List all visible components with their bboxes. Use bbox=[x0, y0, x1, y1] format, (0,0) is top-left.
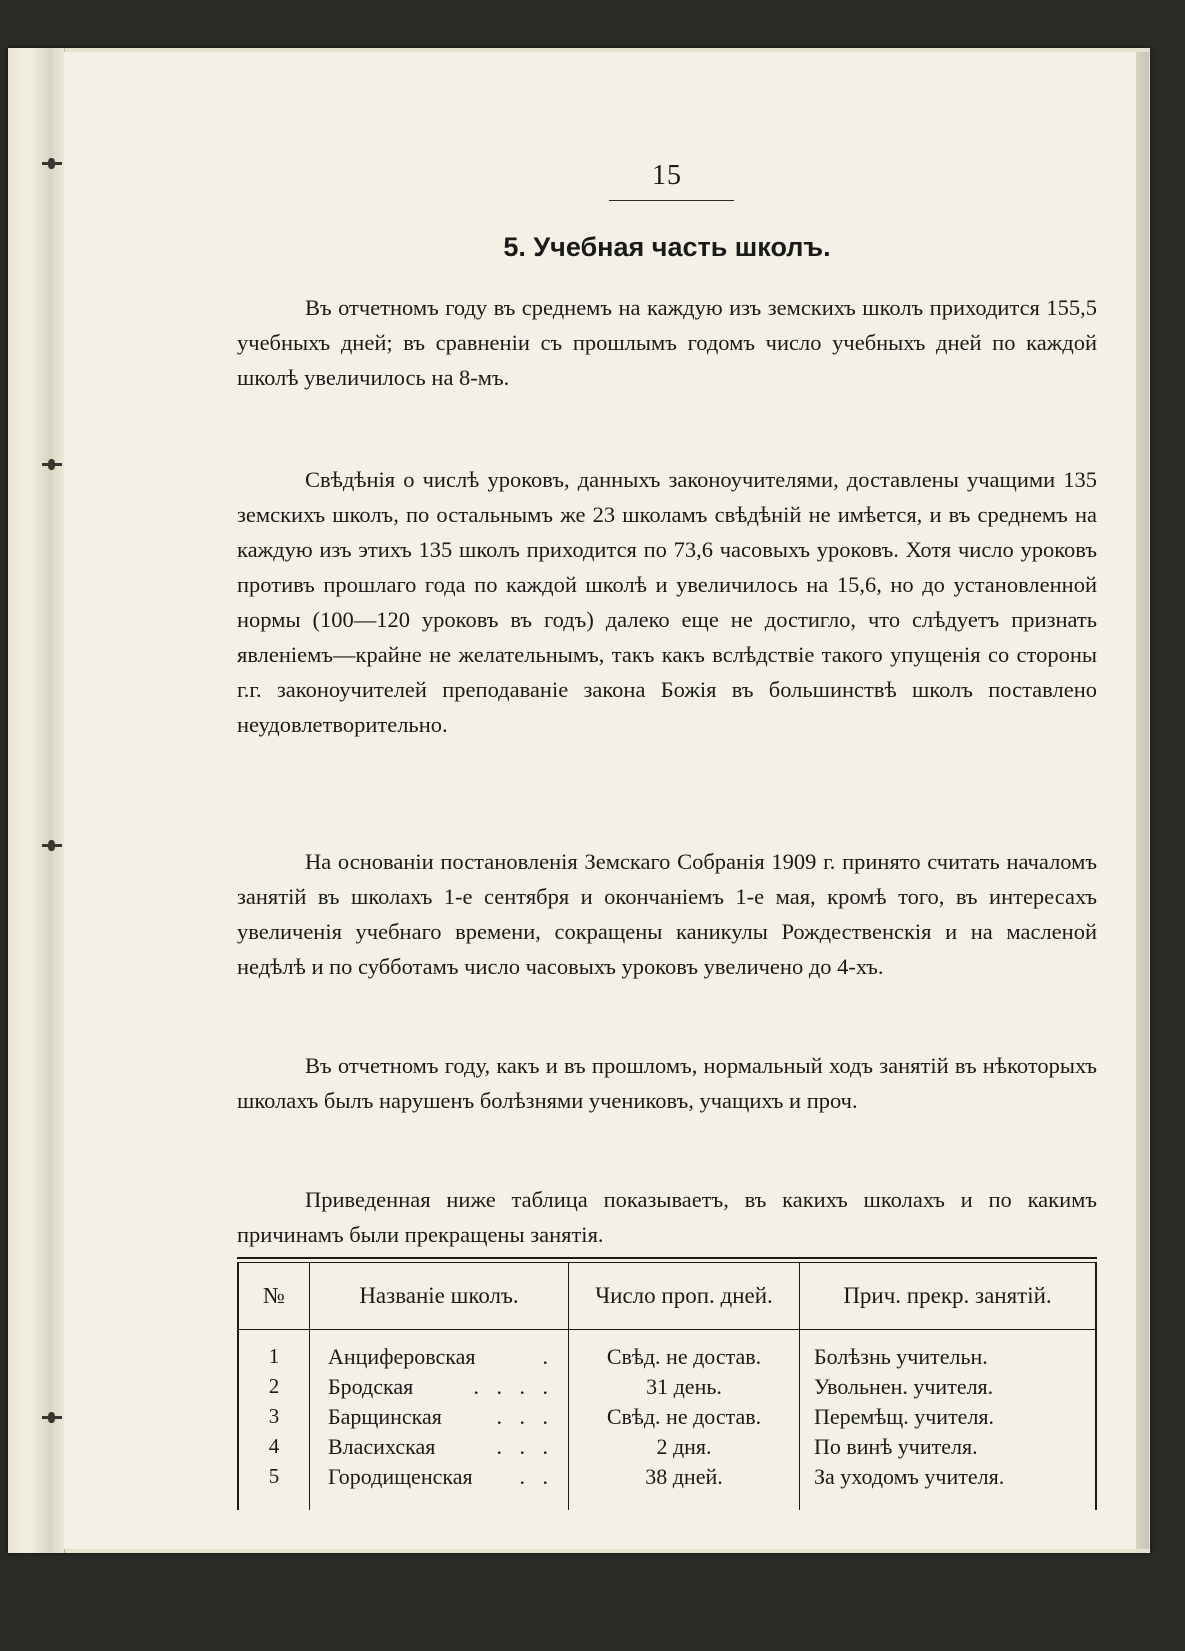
row-reason: По винѣ учителя. bbox=[800, 1434, 1097, 1464]
closures-table bbox=[237, 1257, 1097, 1510]
row-leader: . . . . bbox=[473, 1374, 554, 1399]
binding-stitch bbox=[42, 158, 62, 170]
row-name: Городищенская bbox=[328, 1464, 473, 1489]
book-gutter bbox=[8, 48, 65, 1553]
page-number-rule bbox=[609, 200, 734, 201]
row-num: 5 bbox=[238, 1464, 310, 1494]
row-num: 3 bbox=[238, 1404, 310, 1434]
header-name: Названіе школъ. bbox=[310, 1263, 569, 1330]
row-days: 31 день. bbox=[569, 1374, 800, 1404]
table-rule bbox=[237, 1257, 1097, 1259]
page-edge bbox=[1136, 52, 1149, 1549]
table-row bbox=[238, 1404, 1096, 1434]
row-reason: Болѣзнь учительн. bbox=[800, 1344, 1097, 1374]
row-reason: Увольнен. учителя. bbox=[800, 1374, 1097, 1404]
page-number: 15 bbox=[652, 160, 682, 191]
page-leaf bbox=[64, 52, 1136, 1549]
row-days: 2 дня. bbox=[569, 1434, 800, 1464]
row-leader: . bbox=[542, 1344, 554, 1369]
row-days: Свѣд. не достав. bbox=[569, 1404, 800, 1434]
paragraph: Свѣдѣнія о числѣ уроковъ, данныхъ законоучителями, доставлены учащими 135 земскихъ школъ, по остальнымъ же 23 школамъ свѣдѣній не имѣется, и въ среднемъ на каждую изъ этихъ 135 школъ приходится по 73,6 часовыхъ уроковъ. Хотя число уроковъ противъ прошлаго года по каждой школѣ и увеличилось на 15,6, но до установленной нормы (100—120 уроковъ въ годъ) далеко еще не достигло, что слѣдуетъ признать явленіемъ—крайне не желательнымъ, такъ какъ вслѣдствіе такого упущенія со стороны г.г. законоучителей преподаваніе закона Божія въ большинствѣ школъ поставлено неудовлетворительно. bbox=[237, 467, 1097, 737]
table-row bbox=[238, 1464, 1096, 1494]
row-leader: . . . bbox=[496, 1404, 554, 1429]
header-num: № bbox=[238, 1263, 310, 1330]
row-days: Свѣд. не достав. bbox=[569, 1344, 800, 1374]
row-name-cell bbox=[310, 1344, 569, 1374]
header-reason: Прич. прекр. занятій. bbox=[800, 1263, 1097, 1330]
binding-stitch bbox=[42, 840, 62, 852]
row-reason: За уходомъ учителя. bbox=[800, 1464, 1097, 1494]
row-reason: Перемѣщ. учителя. bbox=[800, 1404, 1097, 1434]
table-header-row bbox=[238, 1263, 1096, 1330]
paragraph: На основаніи постановленія Земскаго Собранія 1909 г. принято считать началомъ занятій въ школахъ 1-е сентября и окончаніемъ 1-е мая, кромѣ того, въ интересахъ увеличенія учебнаго времени, сокращены каникулы Рождественскія и на масленой недѣлѣ и по субботамъ число часовыхъ уроковъ увеличено до 4-хъ. bbox=[237, 849, 1097, 979]
row-num: 2 bbox=[238, 1374, 310, 1404]
paragraph: Приведенная ниже таблица показываетъ, въ какихъ школахъ и по какимъ причинамъ были прекращены занятія. bbox=[237, 1187, 1097, 1247]
table-row bbox=[238, 1374, 1096, 1404]
row-name-cell bbox=[310, 1404, 569, 1434]
section-title: 5. Учебная часть школъ. bbox=[503, 232, 831, 262]
row-leader: . . . bbox=[496, 1434, 554, 1459]
row-name: Барщинская bbox=[328, 1404, 442, 1429]
row-num: 4 bbox=[238, 1434, 310, 1464]
paragraph: Въ отчетномъ году въ среднемъ на каждую изъ земскихъ школъ приходится 155,5 учебныхъ дней; въ сравненіи съ прошлымъ годомъ число учебныхъ дней по каждой школѣ увеличилось на 8-мъ. bbox=[237, 295, 1097, 390]
row-name-cell bbox=[310, 1374, 569, 1404]
paragraph: Въ отчетномъ году, какъ и въ прошломъ, нормальный ходъ занятій въ нѣкоторыхъ школахъ былъ нарушенъ болѣзнями учениковъ, учащихъ и проч. bbox=[237, 1053, 1097, 1113]
binding-stitch bbox=[42, 1412, 62, 1424]
row-name-cell bbox=[310, 1434, 569, 1464]
table bbox=[237, 1263, 1097, 1510]
row-name: Власихская bbox=[328, 1434, 436, 1459]
row-name-cell bbox=[310, 1464, 569, 1494]
row-days: 38 дней. bbox=[569, 1464, 800, 1494]
row-name: Бродская bbox=[328, 1374, 414, 1399]
header-days: Число проп. дней. bbox=[569, 1263, 800, 1330]
row-name: Анциферовская bbox=[328, 1344, 476, 1369]
binding-stitch bbox=[42, 459, 62, 471]
row-leader: . . bbox=[519, 1464, 554, 1489]
row-num: 1 bbox=[238, 1344, 310, 1374]
table-row bbox=[238, 1344, 1096, 1374]
table-row bbox=[238, 1434, 1096, 1464]
